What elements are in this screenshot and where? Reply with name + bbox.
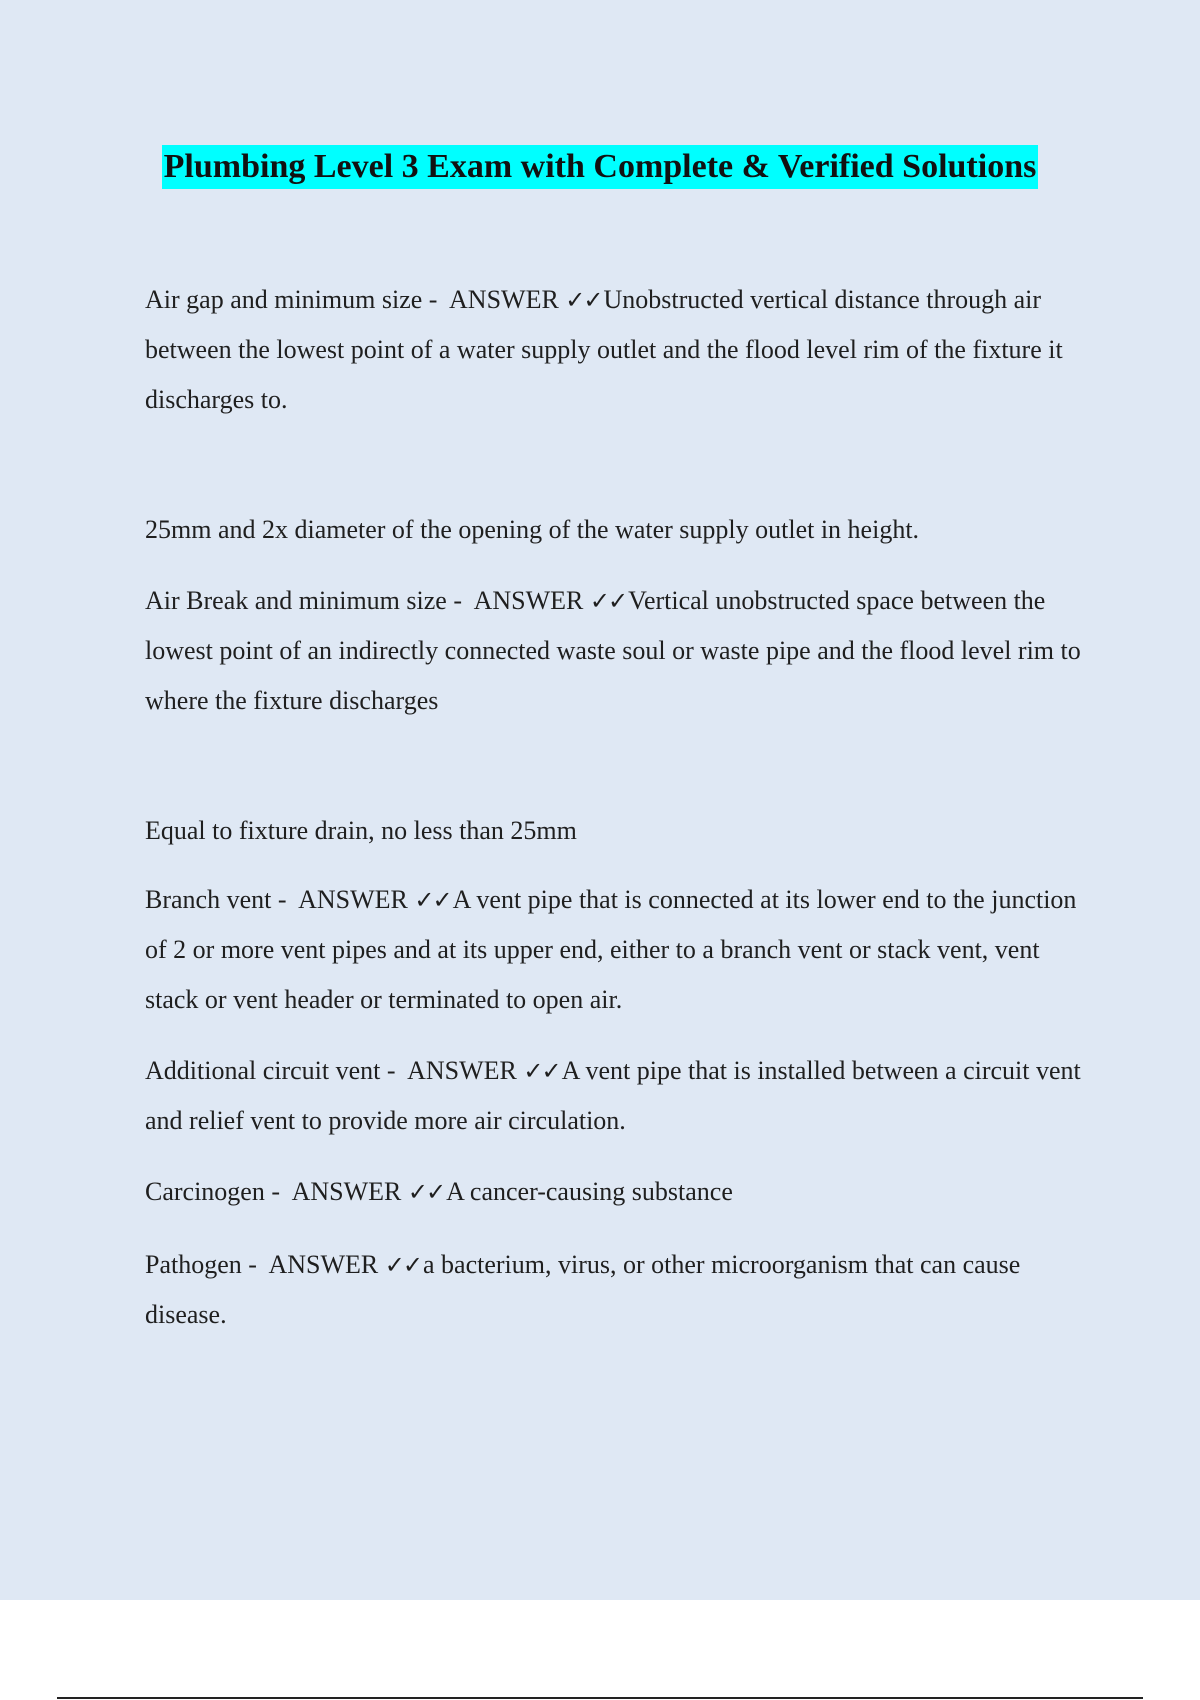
answer-text: A vent pipe that is installed between a circuit vent and relief vent to provide more air circulation. (145, 1056, 1081, 1135)
answer-label: ANSWER (407, 1056, 517, 1085)
double-check-icon: ✓✓ (589, 587, 627, 615)
answer-label: ANSWER (268, 1250, 379, 1279)
double-check-icon: ✓✓ (523, 1057, 560, 1085)
answer-label: ANSWER (298, 885, 408, 914)
answer-text: A vent pipe that is connected at its lower end to the junction of 2 or more vent pipes and at its upper end, either to a branch vent or stack vent, vent stack or vent header or terminated to open air. (145, 885, 1077, 1014)
note-text: 25mm and 2x diameter of the opening of the water supply outlet in height. (145, 515, 920, 544)
page-title: Plumbing Level 3 Exam with Complete & Verified Solutions (162, 145, 1039, 189)
note-air-break-size (145, 806, 1090, 856)
qa-entry-carcinogen (145, 1167, 1090, 1217)
question-term: Air gap and minimum size - (145, 285, 449, 314)
question-term: Air Break and minimum size - (145, 586, 474, 615)
note-text: Equal to fixture drain, no less than 25mm (145, 816, 577, 845)
answer-label: ANSWER (291, 1177, 402, 1206)
double-check-icon: ✓✓ (384, 1251, 421, 1279)
footer-divider (57, 1697, 1143, 1699)
question-term: Carcinogen - (145, 1177, 292, 1206)
qa-entry-pathogen (145, 1240, 1090, 1340)
question-term: Additional circuit vent - (145, 1056, 407, 1085)
note-air-gap-size (145, 505, 1090, 555)
answer-text: A cancer-causing substance (446, 1177, 733, 1206)
double-check-icon: ✓✓ (565, 286, 602, 314)
question-term: Pathogen - (145, 1250, 269, 1279)
answer-text: a bacterium, virus, or other microorganism that can cause disease. (145, 1250, 1021, 1329)
qa-entry-additional-circuit-vent (145, 1046, 1090, 1146)
double-check-icon: ✓✓ (407, 1178, 445, 1206)
double-check-icon: ✓✓ (414, 886, 451, 914)
question-term: Branch vent - (145, 885, 298, 914)
qa-entry-branch-vent (145, 875, 1090, 1025)
answer-text: Vertical unobstructed space between the lowest point of an indirectly connected waste soul or waste pipe and the flood level rim to where the fixture discharges (145, 586, 1081, 715)
answer-label: ANSWER (449, 285, 559, 314)
answer-text: Unobstructed vertical distance through air between the lowest point of a water supply outlet and the flood level rim of the fixture it discharges to. (145, 285, 1063, 414)
qa-entry-air-gap (145, 275, 1090, 425)
title-container (0, 145, 1200, 189)
answer-label: ANSWER (473, 586, 584, 615)
qa-entry-air-break (145, 576, 1090, 726)
